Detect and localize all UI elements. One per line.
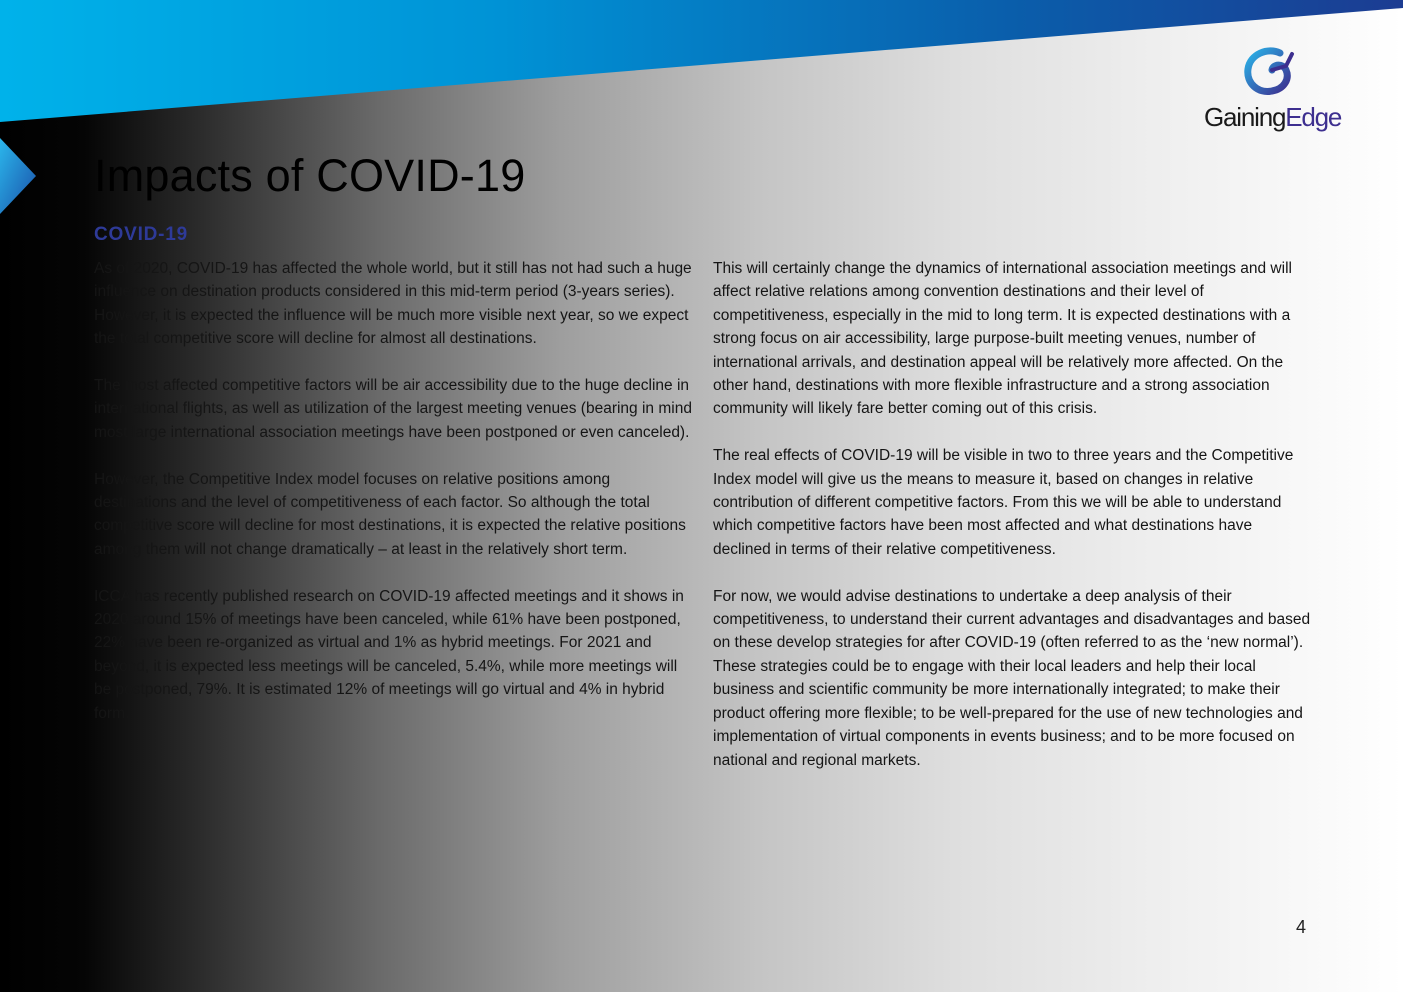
left-paragraph-4: ICCA has recently published research on COVID-19 affected meetings and it shows in 2020 around 15% of meetings have been canceled, while 61% have been postponed, 22% have been re-organized as virtual and 1% as hybrid meetings. For 2021 and beyond, it is expected less meetings will be canceled, 5.4%, while more meetings will be postponed, 79%. It is estimated 12% of meetings will go virtual and 4% in hybrid form.	[94, 587, 684, 722]
gainingedge-logo	[1198, 44, 1354, 136]
right-paragraph-2: The real effects of COVID-19 will be visible in two to three years and the Competitive Index model will give us the means to measure it, based on changes in relative contribution of different competitive factors. From this we will be able to understand which competitive factors have been most affected and what destinations have declined in terms of their relative competitiveness.	[713, 447, 1294, 558]
right-text-column	[713, 257, 1313, 795]
right-paragraph-3: For now, we would advise destinations to undertake a deep analysis of their competitiveness, to understand their current advantages and disadvantages and based on these develop strategies for after COVID-19 (often referred to as the ‘new normal’). These strategies could be to engage with their local leaders and help their local business and scientific community be more internationally integrated; to make their product offering more flexible; to be well-prepared for the use of new technologies and implementation of virtual components in events business; and to be more focused on national and regional markets.	[713, 587, 1311, 769]
left-paragraph-3: However, the Competitive Index model focuses on relative positions among destinations and the level of competitiveness of each factor. So although the total competitive score will decline for most destinations, it is expected the relative positions among them will not change dramatically – at least in the relatively short term.	[94, 470, 686, 558]
page-number: 4	[1296, 917, 1307, 937]
left-paragraph-2: The most affected competitive factors will be air accessibility due to the huge decline in international flights, as well as utilization of the largest meeting venues (bearing in mind most large international association meetings have been postponed or even canceled).	[94, 377, 692, 441]
section-subtitle: COVID-19	[94, 224, 189, 245]
header-banner	[0, 0, 1403, 125]
right-paragraph-1: This will certainly change the dynamics of international association meetings and will affect relative relations among convention destinations and their level of competitiveness, especially in the mid to long term. It is expected destinations with a strong focus on air accessibility, large purpose-built meeting venues, number of international arrivals, and destination appeal will be relatively more affected. On the other hand, destinations with more flexible infrastructure and a strong association community will likely fare better coming out of this crisis.	[713, 260, 1292, 418]
left-text-column	[94, 257, 694, 748]
logo-text-gaining: Gaining	[1204, 102, 1286, 132]
left-paragraph-1: As of 2020, COVID-19 has affected the whole world, but it still has not had such a huge influence on destination products considered in this mid-term period (3-years series). However, it is expected the influence will be much more visible next year, so we expect the total competitive score will decline for almost all destinations.	[94, 260, 692, 348]
logo-swirl-icon	[1242, 44, 1300, 102]
logo-text-edge: Edge	[1285, 102, 1342, 132]
side-arrow-icon	[0, 138, 40, 214]
page-title: Impacts of COVID-19	[94, 150, 526, 201]
logo-wordmark	[1204, 102, 1341, 133]
